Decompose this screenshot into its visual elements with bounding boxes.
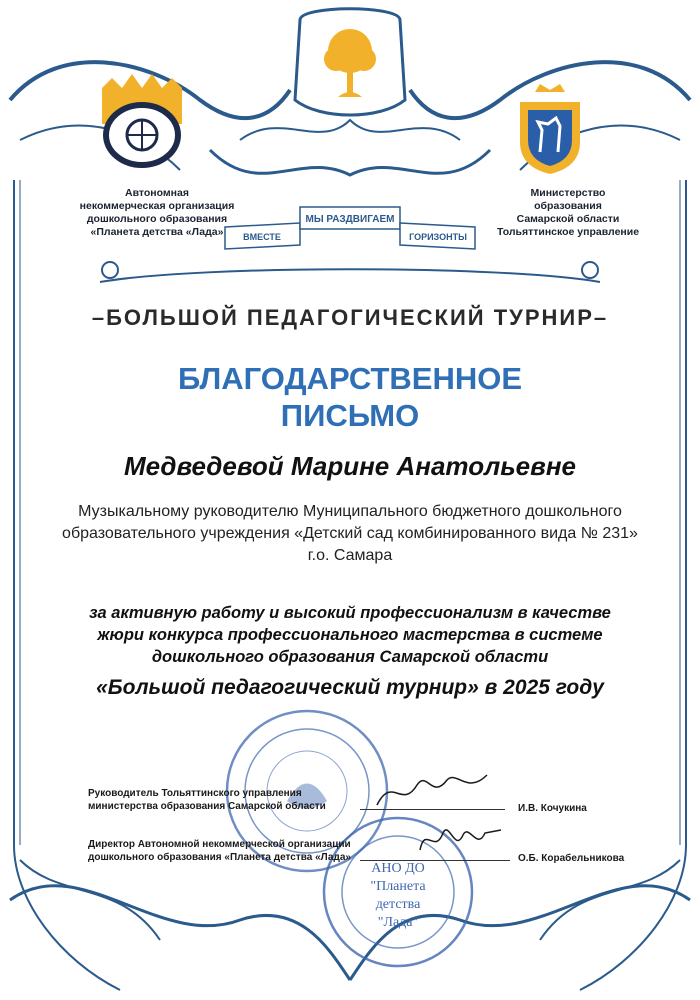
left-org-line: некоммерческая организация <box>79 200 235 212</box>
position-line: образовательного учреждения «Детский сад комбинированного вида № 231» <box>62 525 638 542</box>
signer-1-title <box>88 787 326 813</box>
signature-line <box>360 860 510 861</box>
position-line: Музыкальному руководителю Муниципального бюджетного дошкольного <box>78 503 622 520</box>
signer-2-name: О.Б. Корабельникова <box>518 853 625 864</box>
stamp-text: АНО ДО <box>371 861 425 876</box>
slogan-ribbon <box>220 195 480 255</box>
left-org-line: «Планета детства «Лада» <box>90 226 224 238</box>
ribbon-center-text: МЫ РАЗДВИГАЕМ <box>305 214 395 225</box>
position-line: г.о. Самара <box>307 547 393 564</box>
kindergarten-emblem-icon <box>92 70 192 175</box>
left-org-line: Автономная <box>124 187 189 199</box>
document-title-line: ПИСЬМО <box>280 398 420 433</box>
samara-coat-of-arms-icon <box>510 82 590 177</box>
reason-line: дошкольного образования Самарской области <box>151 648 549 666</box>
recipient-position <box>40 501 660 567</box>
right-org-line: образования <box>534 200 602 212</box>
right-org-line: Тольяттинское управление <box>496 226 640 238</box>
document-title <box>100 360 600 434</box>
ribbon-left-text: ВМЕСТЕ <box>243 232 281 242</box>
recipient-name: Медведевой Марине Анатольевне <box>123 451 577 481</box>
signature-1-handwriting <box>372 765 492 815</box>
document-title-line: БЛАГОДАРСТВЕННОЕ <box>177 361 523 396</box>
stamp-text: "Лада" <box>377 915 419 930</box>
gratitude-reason <box>40 602 660 668</box>
tree-logo-icon <box>318 25 382 105</box>
stamp-text: детства <box>375 897 421 912</box>
signer-1-name: И.В. Кочукина <box>518 803 587 814</box>
right-org-line: Самарской области <box>516 213 620 225</box>
tournament-title: –БОЛЬШОЙ ПЕДАГОГИЧЕСКИЙ ТУРНИР– <box>91 305 609 330</box>
right-organization-name <box>478 187 658 239</box>
signature-2-handwriting <box>415 815 505 860</box>
ribbon-right-text: ГОРИЗОНТЫ <box>409 232 467 242</box>
reason-line: жюри конкурса профессионального мастерства в системе <box>97 626 603 644</box>
contest-name: «Большой педагогический турнир» в 2025 году <box>96 676 604 699</box>
reason-line: за активную работу и высокий профессионализм в качестве <box>89 604 611 622</box>
left-org-line: дошкольного образования <box>86 213 228 225</box>
right-org-line: Министерство <box>530 187 606 199</box>
signer-title-line: Руководитель Тольяттинского управления <box>88 788 302 799</box>
stamp-text: "Планета <box>370 879 426 894</box>
signer-title-line: дошкольного образования «Планета детства «Лада» <box>88 852 351 863</box>
signer-2-title <box>88 838 351 864</box>
signer-title-line: министерства образования Самарской области <box>88 801 326 812</box>
signer-title-line: Директор Автономной некоммерческой организации <box>88 839 351 850</box>
